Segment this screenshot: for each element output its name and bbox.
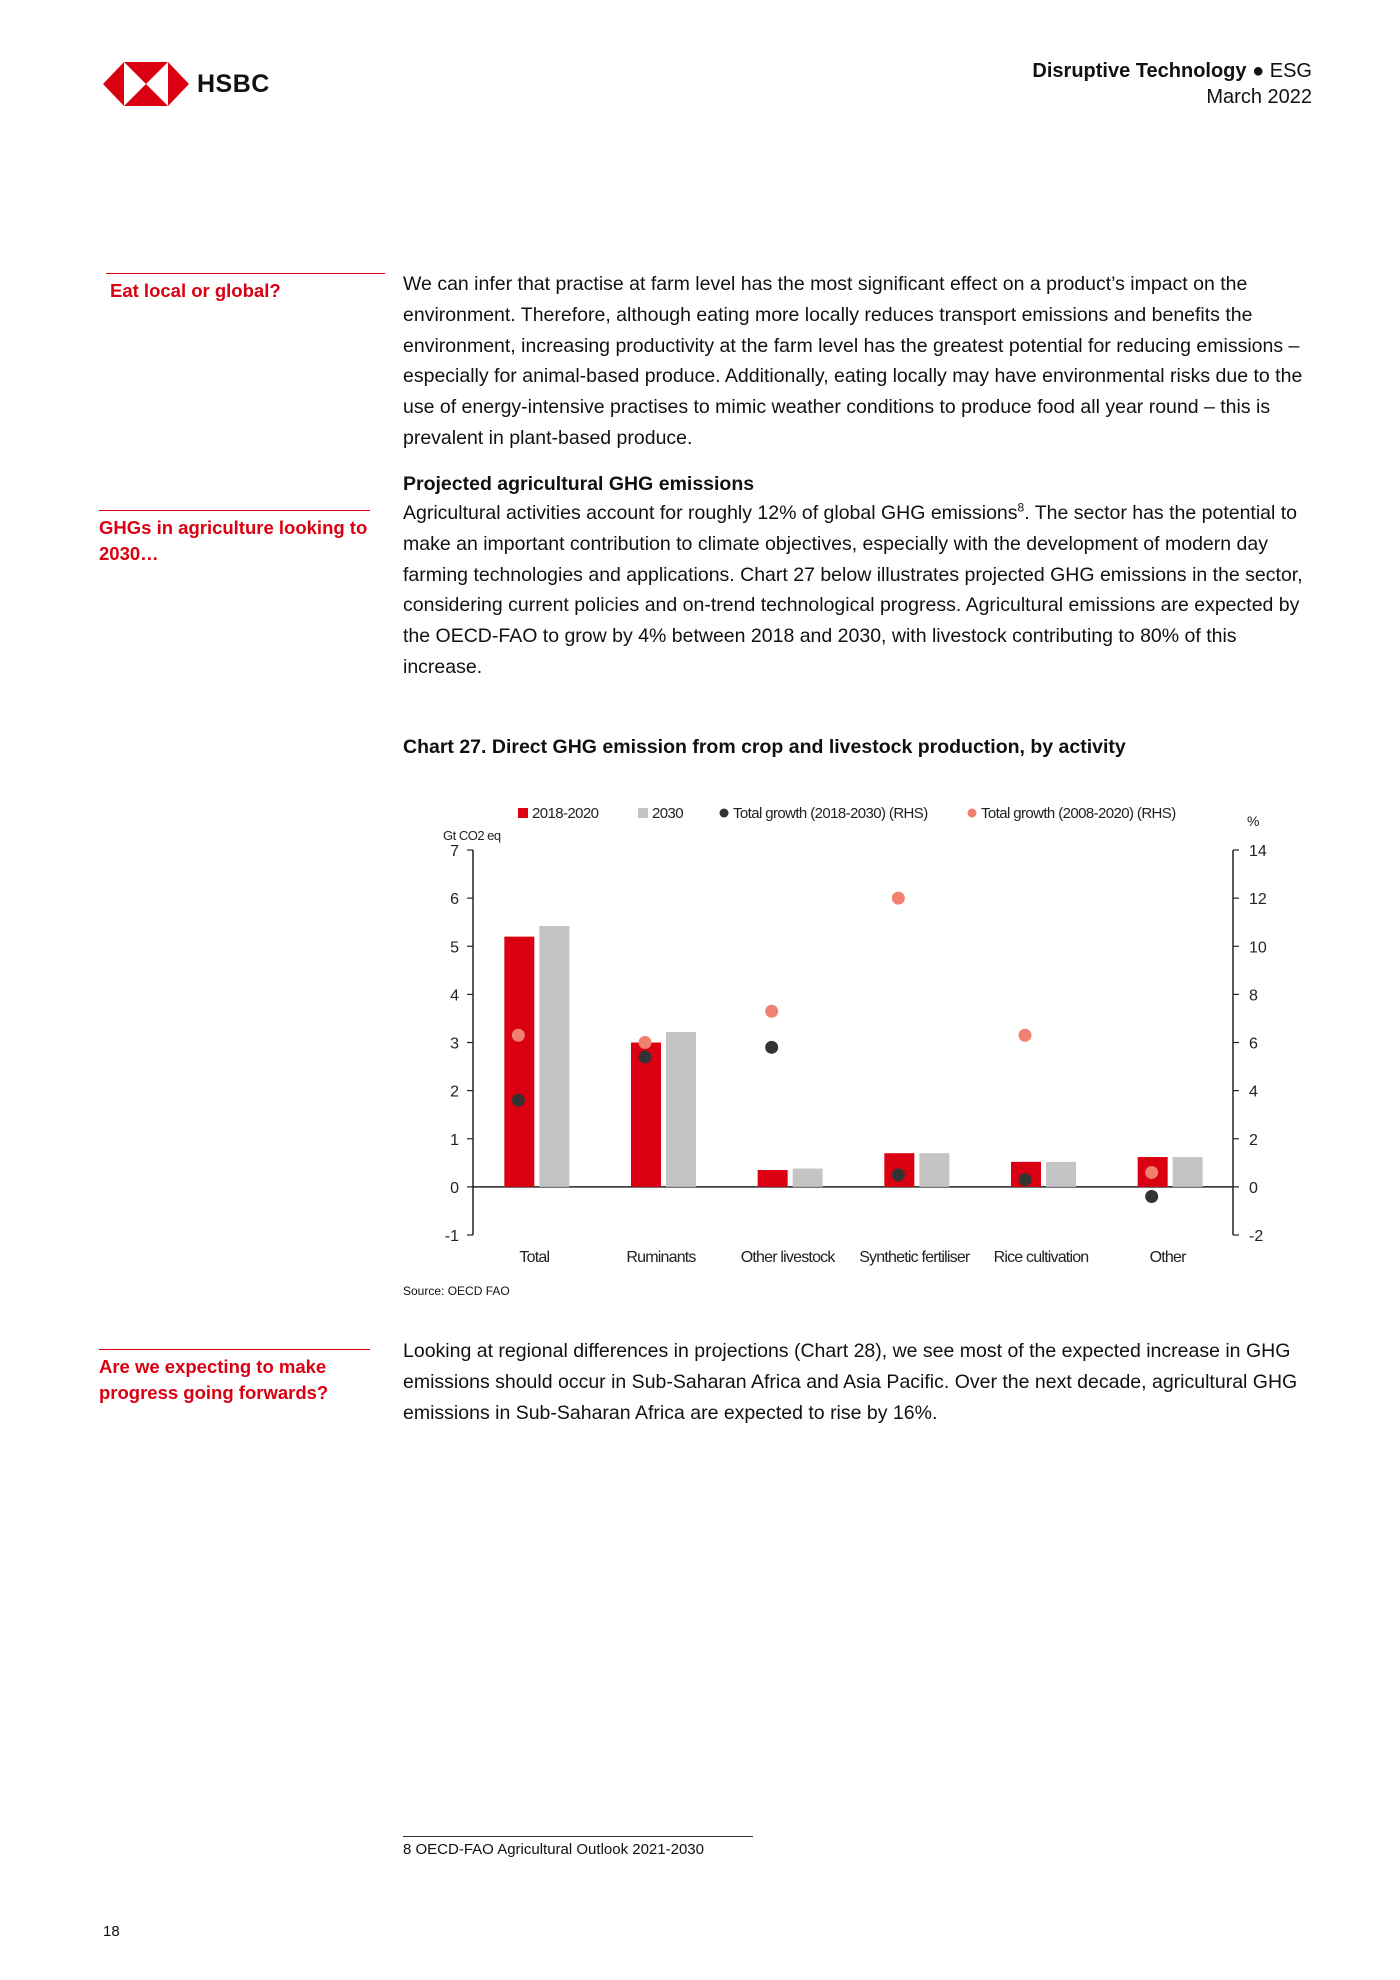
header-bullet: ●: [1252, 60, 1265, 82]
side-note-progress: Are we expecting to make progress going forwards?: [99, 1349, 370, 1406]
left-tick-label-7: 6: [450, 891, 459, 909]
right-tick-label-3: 4: [1249, 1083, 1258, 1101]
right-tick-label-4: 6: [1249, 1035, 1258, 1053]
category-label-3: Synthetic fertiliser: [859, 1249, 970, 1266]
dot-Total growth (2018-2030) (RHS)-Ruminants: [639, 1050, 652, 1063]
right-tick-label-0: -2: [1249, 1228, 1264, 1245]
paragraph-eat-local: We can infer that practise at farm level has the most significant effect on a product’s impact on the environment. Therefore, although eating more locally reduces transport emissions and benefits the environment, increasing productivity at the farm level has the greatest potential for reducing emissions – especially for animal-based produce. Additionally, eating locally may have environmental risks due to the use of energy-intensive practises to mimic weather conditions to produce food all year round – this is prevalent in plant-based produce.: [403, 273, 1303, 449]
bar-2018-2020-Total: [504, 937, 534, 1187]
hsbc-hexagon-icon: [103, 62, 189, 106]
subheading-projected-emissions: Projected agricultural GHG emissions: [403, 473, 755, 495]
dot-Total growth (2008-2020) (RHS)-Rice cultivation: [1019, 1029, 1032, 1042]
dot-Total growth (2008-2020) (RHS)-Ruminants: [639, 1036, 652, 1049]
right-tick-label-8: 14: [1249, 843, 1267, 860]
report-title: Disruptive Technology: [1032, 60, 1247, 82]
left-tick-label-1: 0: [450, 1179, 459, 1197]
chart-source: Source: OECD FAO: [403, 1284, 510, 1298]
bar-2030-Ruminants: [666, 1032, 696, 1187]
dot-Total growth (2008-2020) (RHS)-Total: [512, 1029, 525, 1042]
dot-Total growth (2018-2030) (RHS)-Rice cultivation: [1019, 1173, 1032, 1186]
bar-2030-Other: [1173, 1157, 1203, 1187]
dot-Total growth (2018-2030) (RHS)-Synthetic fertiliser: [892, 1168, 905, 1181]
footnote-ref[interactable]: 8: [1017, 500, 1025, 515]
report-header: [1032, 58, 1312, 110]
legend-swatch-0: [518, 808, 528, 818]
right-tick-label-1: 0: [1249, 1179, 1258, 1197]
legend-label-2: Total growth (2018-2030) (RHS): [733, 805, 928, 822]
category-label-4: Rice cultivation: [993, 1249, 1089, 1266]
right-tick-label-2: 2: [1249, 1131, 1258, 1149]
category-label-1: Ruminants: [626, 1249, 696, 1266]
side-note-eat-local: Eat local or global?: [106, 273, 385, 304]
ghg-emissions-chart: [403, 790, 1293, 1280]
left-tick-label-4: 3: [450, 1035, 459, 1053]
bar-2030-Synthetic fertiliser: [919, 1153, 949, 1187]
right-tick-label-5: 8: [1249, 987, 1258, 1005]
bar-2018-2020-Other livestock: [758, 1170, 788, 1187]
legend-label-0: 2018-2020: [532, 805, 599, 822]
legend-swatch-2: [720, 809, 729, 818]
para2-start: Agricultural activities account for roughly 12% of global GHG emissions: [403, 502, 1018, 524]
footnote: 8 OECD-FAO Agricultural Outlook 2021-2030: [403, 1841, 704, 1858]
dot-Total growth (2008-2020) (RHS)-Other livestock: [765, 1005, 778, 1018]
bar-2030-Total: [539, 926, 569, 1187]
legend-label-3: Total growth (2008-2020) (RHS): [981, 805, 1176, 822]
left-tick-label-5: 4: [450, 987, 459, 1005]
dot-Total growth (2018-2030) (RHS)-Other livestock: [765, 1041, 778, 1054]
chart-title: Chart 27. Direct GHG emission from crop and livestock production, by activity: [403, 736, 1126, 758]
category-label-2: Other livestock: [740, 1249, 835, 1266]
footnote-divider: [403, 1836, 753, 1837]
left-tick-label-2: 1: [450, 1131, 459, 1149]
side-note-ghg-2030: GHGs in agriculture looking to 2030…: [99, 510, 370, 567]
dot-Total growth (2008-2020) (RHS)-Other: [1145, 1166, 1158, 1179]
category-label-5: Other: [1149, 1249, 1186, 1266]
right-tick-label-7: 12: [1249, 891, 1267, 909]
report-date: March 2022: [1206, 86, 1312, 108]
para2-end: . The sector has the potential to make an important contribution to climate objectives, especially with the development of modern day farming technologies and applications. Chart 27 below illustrates projected GHG emissions in the sector, considering current policies and on-trend technological progress. Agricultural emissions are expected by the OECD-FAO to grow by 4% between 2018 and 2030, with livestock contributing to 80% of this increase.: [403, 502, 1303, 678]
category-label-0: Total: [519, 1249, 550, 1266]
right-tick-label-6: 10: [1249, 939, 1267, 957]
left-tick-label-0: -1: [444, 1228, 459, 1245]
left-tick-label-3: 2: [450, 1083, 459, 1101]
legend-swatch-1: [638, 808, 648, 818]
y-axis-title: Gt CO2 eq: [443, 828, 501, 843]
bar-2030-Other livestock: [793, 1169, 823, 1187]
dot-Total growth (2018-2030) (RHS)-Total: [512, 1094, 525, 1107]
page-number: 18: [103, 1923, 120, 1940]
paragraph-agricultural-activities: [403, 498, 1313, 683]
legend-label-1: 2030: [652, 805, 683, 822]
brand-name: HSBC: [197, 69, 270, 98]
report-topic: ESG: [1269, 60, 1312, 82]
paragraph-regional-differences: Looking at regional differences in projections (Chart 28), we see most of the expected increase in GHG emissions should occur in Sub-Saharan Africa and Asia Pacific. Over the next decade, agricultural GHG emissions in Sub-Saharan Africa are expected to rise by 16%.: [403, 1340, 1298, 1424]
dot-Total growth (2018-2030) (RHS)-Other: [1145, 1190, 1158, 1203]
left-tick-label-8: 7: [450, 843, 459, 860]
left-tick-label-6: 5: [450, 939, 459, 957]
bar-2018-2020-Ruminants: [631, 1043, 661, 1187]
bar-2030-Rice cultivation: [1046, 1162, 1076, 1187]
y2-axis-title: %: [1247, 813, 1260, 829]
legend-swatch-3: [968, 809, 977, 818]
hsbc-logo: [103, 62, 270, 106]
dot-Total growth (2008-2020) (RHS)-Synthetic fertiliser: [892, 892, 905, 905]
